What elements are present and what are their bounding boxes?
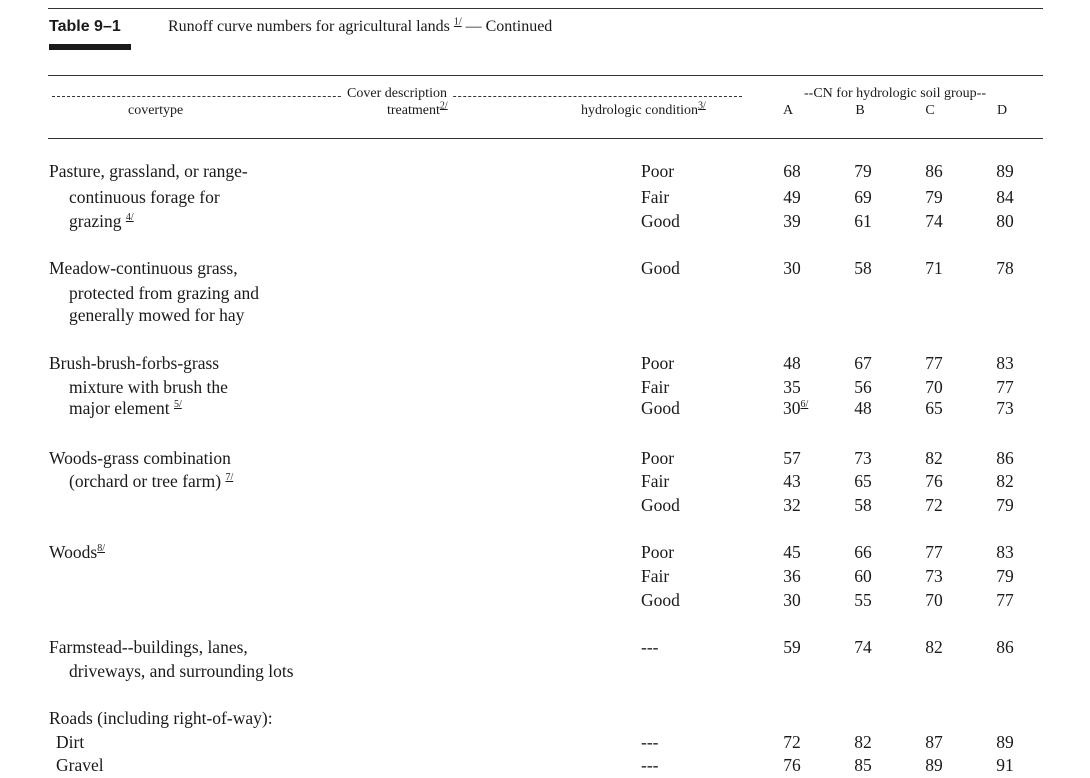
hydrologic-condition: --- <box>641 637 659 657</box>
hydrologic-condition: Fair <box>641 566 670 586</box>
cn-value-b: 48 <box>854 398 872 418</box>
cn-value-d: 79 <box>996 495 1014 515</box>
group-a-header: A <box>782 103 794 118</box>
cn-value-a: 32 <box>783 495 801 515</box>
cn-value-a: 76 <box>783 755 801 775</box>
cn-value-b: 67 <box>854 353 872 373</box>
hydrologic-condition: Poor <box>641 542 675 562</box>
hydrologic-condition: Good <box>641 398 680 418</box>
cn-value-b: 60 <box>854 566 872 586</box>
cn-value-c: 73 <box>925 566 943 586</box>
cover-type-text: Pasture, grassland, or range- <box>49 161 248 181</box>
cover-description-header: Cover description <box>342 86 452 102</box>
hydrologic-condition: Poor <box>641 353 675 373</box>
cover-type-text <box>69 471 233 492</box>
cover-type-text <box>69 211 134 232</box>
hydrologic-condition: Good <box>641 258 680 278</box>
cover-type-text: Brush-brush-forbs-grass <box>49 353 220 373</box>
hydrologic-condition: Fair <box>641 187 670 207</box>
cover-type-text: generally mowed for hay <box>69 305 245 325</box>
cover-type-text <box>49 542 105 563</box>
cn-value-b: 82 <box>854 732 872 752</box>
treatment-label: treatment <box>387 103 440 118</box>
hydrologic-condition: Fair <box>641 377 670 397</box>
cover-type-text: Meadow-continuous grass, <box>49 258 238 278</box>
table-number-underline <box>49 44 131 50</box>
hydrologic-condition: Poor <box>641 161 675 181</box>
cn-value-c: 77 <box>925 542 943 562</box>
cn-value-c: 89 <box>925 755 943 775</box>
cover-type-text: mixture with brush the <box>69 377 228 397</box>
header-top-rule <box>48 75 1043 76</box>
cn-value-c: 71 <box>925 258 943 278</box>
cn-value-d: 86 <box>996 448 1014 468</box>
cn-value-b: 56 <box>854 377 872 397</box>
hydrologic-condition-header <box>581 100 706 119</box>
hydrologic-condition: Good <box>641 495 680 515</box>
cn-value-b: 55 <box>854 590 872 610</box>
cover-type-text: Roads (including right-of-way): <box>49 708 273 728</box>
cn-value-a <box>783 398 808 419</box>
cn-value-b: 69 <box>854 187 872 207</box>
top-rule <box>48 8 1043 9</box>
cn-value-d: 78 <box>996 258 1014 278</box>
cn-value-b: 61 <box>854 211 872 231</box>
group-c-header: C <box>925 103 935 118</box>
cn-value-a: 68 <box>783 161 801 181</box>
cn-value-b: 65 <box>854 471 872 491</box>
title-text: Runoff curve numbers for agricultural lands <box>168 18 450 35</box>
cn-value-a: 72 <box>783 732 801 752</box>
hydrologic-condition: Fair <box>641 471 670 491</box>
cn-value-a: 30 <box>783 590 801 610</box>
cn-value-c: 77 <box>925 353 943 373</box>
cover-type-text: Dirt <box>56 732 85 752</box>
hydrologic-condition-label: hydrologic condition <box>581 103 699 118</box>
cn-value-b: 58 <box>854 258 872 278</box>
hydrologic-condition: Good <box>641 590 680 610</box>
title-suffix: — Continued <box>465 18 553 35</box>
cn-value-d: 83 <box>996 542 1014 562</box>
cover-type-text: Farmstead--buildings, lanes, <box>49 637 248 657</box>
cover-type-text <box>69 398 182 419</box>
cn-value-d: 77 <box>996 590 1014 610</box>
cn-value-c: 72 <box>925 495 943 515</box>
cover-type-text: protected from grazing and <box>69 283 259 303</box>
cover-type-line: major element <box>69 398 170 418</box>
cover-type-line: (orchard or tree farm) <box>69 471 222 491</box>
cn-value-b: 74 <box>854 637 872 657</box>
cn-value-a: 36 <box>783 566 801 586</box>
cn-value-a: 45 <box>783 542 801 562</box>
cover-footnote: 5/ <box>173 399 182 411</box>
cn-value-c: 87 <box>925 732 943 752</box>
hydrologic-condition: Good <box>641 211 680 231</box>
treatment-footnote: 2/ <box>439 100 448 112</box>
cover-footnote: 4/ <box>125 212 134 224</box>
cover-type-text: Gravel <box>56 755 104 775</box>
cover-type-text: driveways, and surrounding lots <box>69 661 294 681</box>
cn-value-a: 39 <box>783 211 801 231</box>
treatment-header <box>387 100 448 119</box>
cn-value-a-number: 30 <box>783 398 801 418</box>
cn-value-c: 82 <box>925 448 943 468</box>
cn-value-a: 57 <box>783 448 801 468</box>
cn-value-d: 80 <box>996 211 1014 231</box>
cn-value-d: 73 <box>996 398 1014 418</box>
cn-value-d: 83 <box>996 353 1014 373</box>
cn-value-a: 48 <box>783 353 801 373</box>
cn-value-a: 43 <box>783 471 801 491</box>
cn-value-b: 66 <box>854 542 872 562</box>
hydrologic-condition: --- <box>641 732 659 752</box>
cn-value-a: 35 <box>783 377 801 397</box>
cover-type-text: Woods-grass combination <box>49 448 231 468</box>
cn-value-d: 79 <box>996 566 1014 586</box>
cn-value-b: 58 <box>854 495 872 515</box>
cover-type-line: Woods <box>49 542 98 562</box>
cover-type-header: covertype <box>128 103 184 118</box>
cn-value-c: 86 <box>925 161 943 181</box>
cn-value-d: 84 <box>996 187 1014 207</box>
cn-value-a: 59 <box>783 637 801 657</box>
cn-value-b: 85 <box>854 755 872 775</box>
cn-footnote: 6/ <box>800 399 809 411</box>
cn-value-d: 82 <box>996 471 1014 491</box>
cover-type-line: grazing <box>69 211 122 231</box>
cn-value-d: 77 <box>996 377 1014 397</box>
cn-value-b: 73 <box>854 448 872 468</box>
group-d-header: D <box>996 103 1008 118</box>
cn-value-a: 49 <box>783 187 801 207</box>
cover-footnote: 8/ <box>97 543 105 555</box>
group-b-header: B <box>855 103 865 118</box>
table-number: Table 9–1 <box>49 18 121 35</box>
cn-value-d: 89 <box>996 161 1014 181</box>
cover-type-text: continuous forage for <box>69 187 220 207</box>
hydrologic-condition: Poor <box>641 448 675 468</box>
header-bottom-rule <box>48 138 1043 139</box>
cn-value-d: 89 <box>996 732 1014 752</box>
hydrologic-condition-footnote: 3/ <box>698 100 706 112</box>
cn-value-c: 79 <box>925 187 943 207</box>
cn-value-b: 79 <box>854 161 872 181</box>
cn-value-c: 70 <box>925 590 943 610</box>
table-title <box>168 18 552 36</box>
cn-group-header: --CN for hydrologic soil group-- <box>804 86 986 101</box>
cover-footnote: 7/ <box>225 472 234 484</box>
title-footnote: 1/ <box>453 16 462 28</box>
cn-value-c: 82 <box>925 637 943 657</box>
cn-value-d: 91 <box>996 755 1014 775</box>
hydrologic-condition: --- <box>641 755 659 775</box>
cn-value-c: 65 <box>925 398 943 418</box>
cn-value-c: 76 <box>925 471 943 491</box>
cn-value-a: 30 <box>783 258 801 278</box>
cn-value-c: 70 <box>925 377 943 397</box>
cn-value-c: 74 <box>925 211 943 231</box>
cn-value-d: 86 <box>996 637 1014 657</box>
